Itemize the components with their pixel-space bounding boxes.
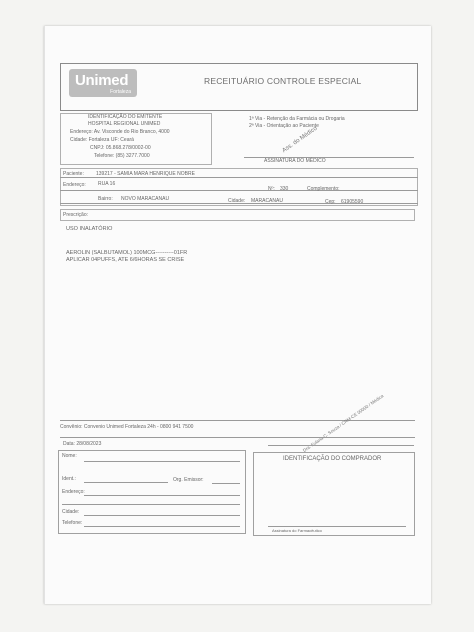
buyer-name-label: Nome: <box>62 453 77 459</box>
issuer-cnpj: CNPJ: 05.868.278/0002-00 <box>90 145 151 151</box>
buyer-address-line-2[interactable] <box>62 504 240 505</box>
complement-label: Complemento: <box>307 186 340 192</box>
date-line <box>60 437 415 438</box>
address-value: RUA 16 <box>98 181 116 187</box>
patient-label: Paciente: <box>63 171 84 177</box>
buyer-name-line[interactable] <box>84 461 240 462</box>
prescription-label: Prescrição: <box>63 212 89 218</box>
stamp-line <box>268 445 414 446</box>
number-label: Nº: <box>268 186 275 192</box>
issuer-phone: Telefone: (85) 3277.7000 <box>94 153 150 159</box>
buyer-phone-label: Telefone: <box>62 520 83 526</box>
address-label: Endereço: <box>63 182 86 188</box>
convenio-line <box>60 420 415 421</box>
bairro-value: NOVO MARACANAU <box>121 196 170 202</box>
usage-route: USO INALATÓRIO <box>66 226 113 232</box>
cep-value: 61905590 <box>341 199 364 205</box>
number-value: 330 <box>280 186 289 192</box>
buyer-fields-box <box>58 450 246 534</box>
convenio-text: Convênio: Convenio Unimed Fortaleza 24h - 0800 941 7500 <box>60 424 194 430</box>
buyer-ident-label: Ident.: <box>62 476 76 482</box>
buyer-org-label: Org. Emissor: <box>173 477 204 483</box>
unimed-logo <box>69 69 137 97</box>
doctor-signature: Ass. do Médico <box>281 125 319 155</box>
issuer-heading: IDENTIFICAÇÃO DO EMITENTE <box>88 114 163 120</box>
address-row-divider <box>60 190 418 191</box>
pharmacist-signature-line[interactable] <box>268 526 406 527</box>
date-text: Data: 28/08/2023 <box>63 441 102 447</box>
issuer-address: Endereço: Av. Visconde do Rio Branco, 4000 <box>70 129 170 135</box>
issuer-name: HOSPITAL REGIONAL UNIMED <box>88 121 161 127</box>
patient-value: 139217 - SAMIA MARA HENRIQUE NOBRE <box>96 171 195 177</box>
logo-subtext: Fortaleza <box>110 89 131 95</box>
buyer-identification-box <box>253 452 415 536</box>
via-2: 2ª Via - Orientação ao Paciente <box>249 123 319 129</box>
city-value: MARACANAU <box>251 198 283 204</box>
doctor-signature-label: ASSINATURA DO MÉDICO <box>264 158 326 164</box>
buyer-org-line[interactable] <box>212 483 240 484</box>
prescription-label-box <box>60 209 415 221</box>
document-title: RECEITUÁRIO CONTROLE ESPECIAL <box>204 76 362 86</box>
cep-label: Cep: <box>325 199 336 205</box>
medication-line: AEROLIN (SALBUTAMOL) 100MCG----------01FR <box>66 250 188 256</box>
buyer-identification-title: IDENTIFICAÇÃO DO COMPRADOR <box>283 456 382 462</box>
buyer-phone-line[interactable] <box>84 526 240 527</box>
issuer-city: Cidade: Fortaleza UF: Ceará <box>70 137 134 143</box>
buyer-address-label: Endereço: <box>62 489 85 495</box>
patient-row-divider <box>60 177 418 178</box>
doctor-stamp: Dra. Fulana C. Souza / CRM-CE 00000 / Médica <box>302 393 385 454</box>
city-label: Cidade: <box>228 198 246 204</box>
medication-instructions: APLICAR 04PUFFS, ATE 6/6HORAS SE CRISE <box>66 257 185 263</box>
buyer-city-line[interactable] <box>84 515 240 516</box>
buyer-city-label: Cidade: <box>62 509 80 515</box>
via-1: 1ª Via - Retenção da Farmácia ou Drogaria <box>249 116 345 122</box>
buyer-ident-line[interactable] <box>84 482 168 483</box>
logo-text: Unimed <box>75 72 129 89</box>
bairro-label: Bairro: <box>98 196 113 202</box>
pharmacist-signature-label: Assinatura do Farmacêutico <box>272 528 322 533</box>
buyer-address-line[interactable] <box>84 495 240 496</box>
